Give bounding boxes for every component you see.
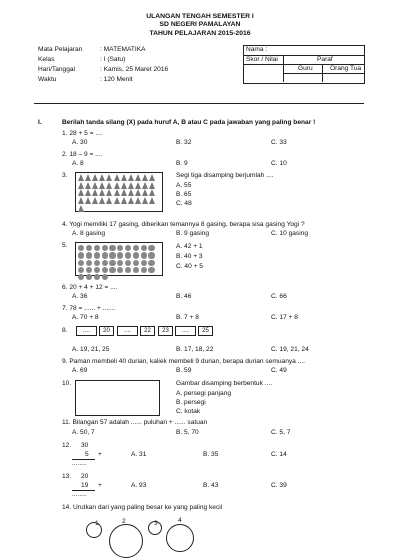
- sequence-cell: 25: [198, 326, 213, 336]
- triangle-mark: [106, 182, 112, 189]
- orang-tua-label: Orang Tua: [330, 65, 362, 72]
- circle-shape-4: [166, 524, 194, 552]
- question-14: 14. Urutkan dari yang paling besar ke yang paling kecil: [62, 504, 223, 511]
- question-3: Segi tiga disamping berjumlah ....: [176, 172, 274, 179]
- sequence-cell: 22: [140, 326, 155, 336]
- triangle-mark: [99, 197, 105, 204]
- circle-mark: [109, 267, 115, 273]
- name-field-label: Nama :: [246, 46, 268, 53]
- circle-mark: [117, 245, 123, 251]
- circle-mark: [102, 267, 108, 273]
- sequence-cell: 23: [158, 326, 173, 336]
- q3-option-b: B. 65: [176, 191, 192, 198]
- circle-mark: [141, 252, 147, 258]
- school-year: TAHUN PELAJARAN 2015-2016: [149, 29, 251, 37]
- q8-option-c: C. 19, 21, 24: [271, 346, 309, 353]
- triangle-mark: [142, 189, 148, 196]
- triangle-mark: [99, 182, 105, 189]
- triangle-mark: [106, 174, 112, 181]
- triangle-mark: [149, 189, 155, 196]
- q4-option-a: A. 8 gasing: [72, 230, 105, 237]
- question-6: 6. 20 + 4 + 12 = ....: [62, 284, 118, 291]
- info-label-time: Waktu: [38, 76, 57, 83]
- circle-mark: [133, 245, 139, 251]
- triangle-mark: [142, 182, 148, 189]
- triangle-mark: [78, 189, 84, 196]
- q12-option-a: A. 31: [131, 451, 147, 458]
- triangle-mark: [142, 197, 148, 204]
- circle-mark: [86, 245, 92, 251]
- question-12-number: 12.: [62, 442, 72, 449]
- school-name: SD NEGERI PAMALAYAN: [159, 21, 241, 29]
- info-value-subject: : MATEMATIKA: [100, 46, 146, 53]
- triangle-mark: [85, 174, 91, 181]
- q6-option-b: B. 46: [176, 293, 192, 300]
- q13-plus-sign: +: [98, 482, 102, 489]
- triangle-mark: [121, 182, 127, 189]
- triangle-mark: [99, 189, 105, 196]
- q7-option-c: C. 17 + 8: [271, 314, 298, 321]
- triangle-mark: [135, 197, 141, 204]
- q10-option-a: A. persegi panjang: [176, 390, 231, 397]
- circle-mark: [109, 260, 115, 266]
- circle-label-1: 1: [95, 520, 99, 527]
- circle-shape-2: [109, 524, 143, 558]
- circle-mark: [133, 252, 139, 258]
- triangle-mark: [85, 182, 91, 189]
- circle-mark: [133, 267, 139, 273]
- question-10: Gambar disamping berbentuk ....: [176, 380, 273, 387]
- triangle-mark: [78, 174, 84, 181]
- question-1: 1. 28 + 5 = ....: [62, 130, 103, 137]
- q9-option-c: C. 49: [271, 367, 287, 374]
- header-separator: [34, 103, 364, 104]
- q10-option-b: B. persegi: [176, 399, 206, 406]
- circle-label-2: 2: [122, 518, 126, 525]
- triangle-mark: [128, 189, 134, 196]
- triangle-mark: [135, 189, 141, 196]
- circle-mark: [94, 267, 100, 273]
- triangle-mark: [121, 189, 127, 196]
- guru-label: Guru: [298, 65, 313, 72]
- circle-mark: [94, 252, 100, 258]
- triangle-mark: [128, 174, 134, 181]
- triangle-mark: [106, 189, 112, 196]
- circle-mark: [141, 245, 147, 251]
- circle-mark: [117, 267, 123, 273]
- triangle-mark: [121, 174, 127, 181]
- circle-mark: [102, 252, 108, 258]
- score-box-line-3: [283, 73, 364, 74]
- question-9: 9. Paman membeli 40 durian, kaliek membeli 9 durian, berapa durian semuanya ....: [62, 358, 305, 365]
- question-2: 2. 18 – 9 = ....: [62, 151, 103, 158]
- triangle-mark: [135, 182, 141, 189]
- sequence-cell: 20: [99, 326, 114, 336]
- circle-mark: [94, 274, 100, 280]
- info-value-time: : 120 Menit: [100, 76, 133, 83]
- circle-mark: [94, 260, 100, 266]
- triangle-mark: [85, 189, 91, 196]
- circle-mark: [102, 260, 108, 266]
- triangle-mark: [128, 197, 134, 204]
- triangle-figure: [75, 172, 163, 212]
- q13-option-c: C. 39: [271, 482, 287, 489]
- q3-option-a: A. 55: [176, 182, 192, 189]
- q13-option-b: B. 43: [203, 482, 219, 489]
- info-value-date: : Kamis, 25 Maret 2016: [100, 66, 169, 73]
- q5-option-a: A. 42 + 1: [176, 243, 203, 250]
- triangle-mark: [78, 197, 84, 204]
- question-8-number: 8.: [62, 327, 68, 334]
- circle-mark: [109, 245, 115, 251]
- triangle-mark: [78, 182, 84, 189]
- circle-mark: [78, 245, 84, 251]
- q12-addend-top: 30: [81, 442, 89, 449]
- circle-mark: [78, 274, 84, 280]
- q1-option-c: C. 33: [271, 139, 287, 146]
- triangle-mark: [135, 174, 141, 181]
- circle-mark: [86, 274, 92, 280]
- question-3-number: 3.: [62, 172, 68, 179]
- q8-option-b: B. 17, 18, 22: [176, 346, 214, 353]
- circle-label-4: 4: [178, 517, 182, 524]
- info-label-subject: Mata Pelajaran: [38, 46, 83, 53]
- section-instruction: Berilah tanda silang (X) pada huruf A, B atau C pada jawaban yang paling benar !: [62, 119, 316, 126]
- q9-option-b: B. 59: [176, 367, 192, 374]
- paraf-label: Paraf: [317, 56, 333, 63]
- q3-option-c: C. 48: [176, 200, 192, 207]
- circle-mark: [94, 245, 100, 251]
- triangle-mark: [142, 174, 148, 181]
- triangle-mark: [99, 174, 105, 181]
- q6-option-c: C. 66: [271, 293, 287, 300]
- circle-mark: [78, 252, 84, 258]
- triangle-mark: [149, 197, 155, 204]
- circle-label-3: 3: [154, 520, 158, 527]
- q6-option-a: A. 36: [72, 293, 88, 300]
- triangle-mark: [85, 197, 91, 204]
- circle-mark: [141, 267, 147, 273]
- circle-mark: [78, 260, 84, 266]
- circle-mark: [86, 252, 92, 258]
- triangle-mark: [92, 174, 98, 181]
- circle-mark: [109, 252, 115, 258]
- q12-addend-bottom: 5: [85, 451, 89, 458]
- circle-mark: [86, 267, 92, 273]
- exam-title: ULANGAN TENGAH SEMESTER I: [146, 13, 254, 20]
- triangle-mark: [114, 189, 120, 196]
- section-number: I.: [38, 119, 42, 126]
- circle-mark: [125, 267, 131, 273]
- circle-mark: [125, 260, 131, 266]
- q10-option-c: C. kotak: [176, 408, 201, 415]
- q8-option-a: A. 19, 21, 25: [72, 346, 110, 353]
- question-10-number: 10.: [62, 380, 72, 387]
- info-label-class: Kelas: [38, 56, 55, 63]
- triangle-mark: [106, 197, 112, 204]
- q5-option-c: C. 40 + 5: [176, 263, 203, 270]
- triangle-mark: [114, 197, 120, 204]
- q4-option-b: B. 9 gasing: [176, 230, 209, 237]
- q1-option-a: A. 30: [72, 139, 88, 146]
- circle-mark: [125, 245, 131, 251]
- info-value-class: : I (Satu): [100, 56, 126, 63]
- circle-mark: [148, 260, 154, 266]
- circle-shape-3: [148, 521, 162, 535]
- score-label: Skor / Nilai: [246, 56, 278, 63]
- circle-mark: [117, 260, 123, 266]
- question-7: 7. 78 = ...... + .......: [62, 305, 116, 312]
- q12-answer-blank: ........: [72, 460, 87, 467]
- q12-plus-sign: +: [98, 451, 102, 458]
- circle-mark: [148, 267, 154, 273]
- circle-figure: [75, 242, 163, 276]
- q12-option-c: C. 14: [271, 451, 287, 458]
- q2-option-a: A. 8: [72, 160, 84, 167]
- q5-option-b: B. 40 + 3: [176, 253, 203, 260]
- triangle-mark: [149, 182, 155, 189]
- q2-option-c: C. 10: [271, 160, 287, 167]
- info-label-date: Hari/Tanggal: [38, 66, 76, 73]
- q11-option-c: C. 5, 7: [271, 429, 291, 436]
- circle-mark: [86, 260, 92, 266]
- q2-option-b: B. 9: [176, 160, 188, 167]
- triangle-mark: [121, 197, 127, 204]
- question-13-number: 13.: [62, 473, 72, 480]
- q1-option-b: B. 32: [176, 139, 192, 146]
- circle-mark: [148, 252, 154, 258]
- sequence-cell: ....: [175, 326, 196, 336]
- question-4: 4. Yogi memiliki 17 gasing, diberikan temannya 8 gasing, berapa sisa gasing Yogi ?: [62, 221, 305, 228]
- sequence-cell: ....: [76, 326, 97, 336]
- triangle-mark: [114, 174, 120, 181]
- score-box-vline-1: [283, 55, 284, 82]
- q4-option-c: C. 10 gasing: [271, 230, 309, 237]
- circle-shape-1: [86, 522, 102, 538]
- circle-mark: [125, 252, 131, 258]
- q13-answer-blank: ........: [72, 491, 87, 498]
- triangle-mark: [149, 174, 155, 181]
- triangle-mark: [92, 189, 98, 196]
- q7-option-b: B. 7 + 8: [176, 314, 199, 321]
- q12-option-b: B. 35: [203, 451, 219, 458]
- q9-option-a: A. 69: [72, 367, 88, 374]
- score-box-vline-2: [322, 64, 323, 82]
- circle-mark: [133, 260, 139, 266]
- question-5-number: 5.: [62, 242, 68, 249]
- triangle-mark: [92, 182, 98, 189]
- q13-addend-bottom: 19: [81, 482, 89, 489]
- circle-mark: [78, 267, 84, 273]
- q11-option-a: A. 50, 7: [72, 429, 95, 436]
- circle-mark: [102, 245, 108, 251]
- q13-addend-top: 20: [81, 473, 89, 480]
- circle-mark: [102, 274, 108, 280]
- rectangle-figure: [75, 380, 160, 416]
- circle-mark: [117, 252, 123, 258]
- q7-option-a: A. 70 + 8: [72, 314, 99, 321]
- circle-mark: [141, 260, 147, 266]
- triangle-mark: [114, 182, 120, 189]
- triangle-mark: [78, 205, 84, 212]
- q13-option-a: A. 93: [131, 482, 147, 489]
- exam-header: [0, 14, 400, 39]
- triangle-mark: [128, 182, 134, 189]
- sequence-cell: ....: [117, 326, 138, 336]
- q11-option-b: B. 5, 70: [176, 429, 199, 436]
- triangle-mark: [92, 197, 98, 204]
- circle-mark: [148, 245, 154, 251]
- question-11: 11. Bilangan 57 adalah ...... puluhan + ...... satuan: [62, 419, 208, 426]
